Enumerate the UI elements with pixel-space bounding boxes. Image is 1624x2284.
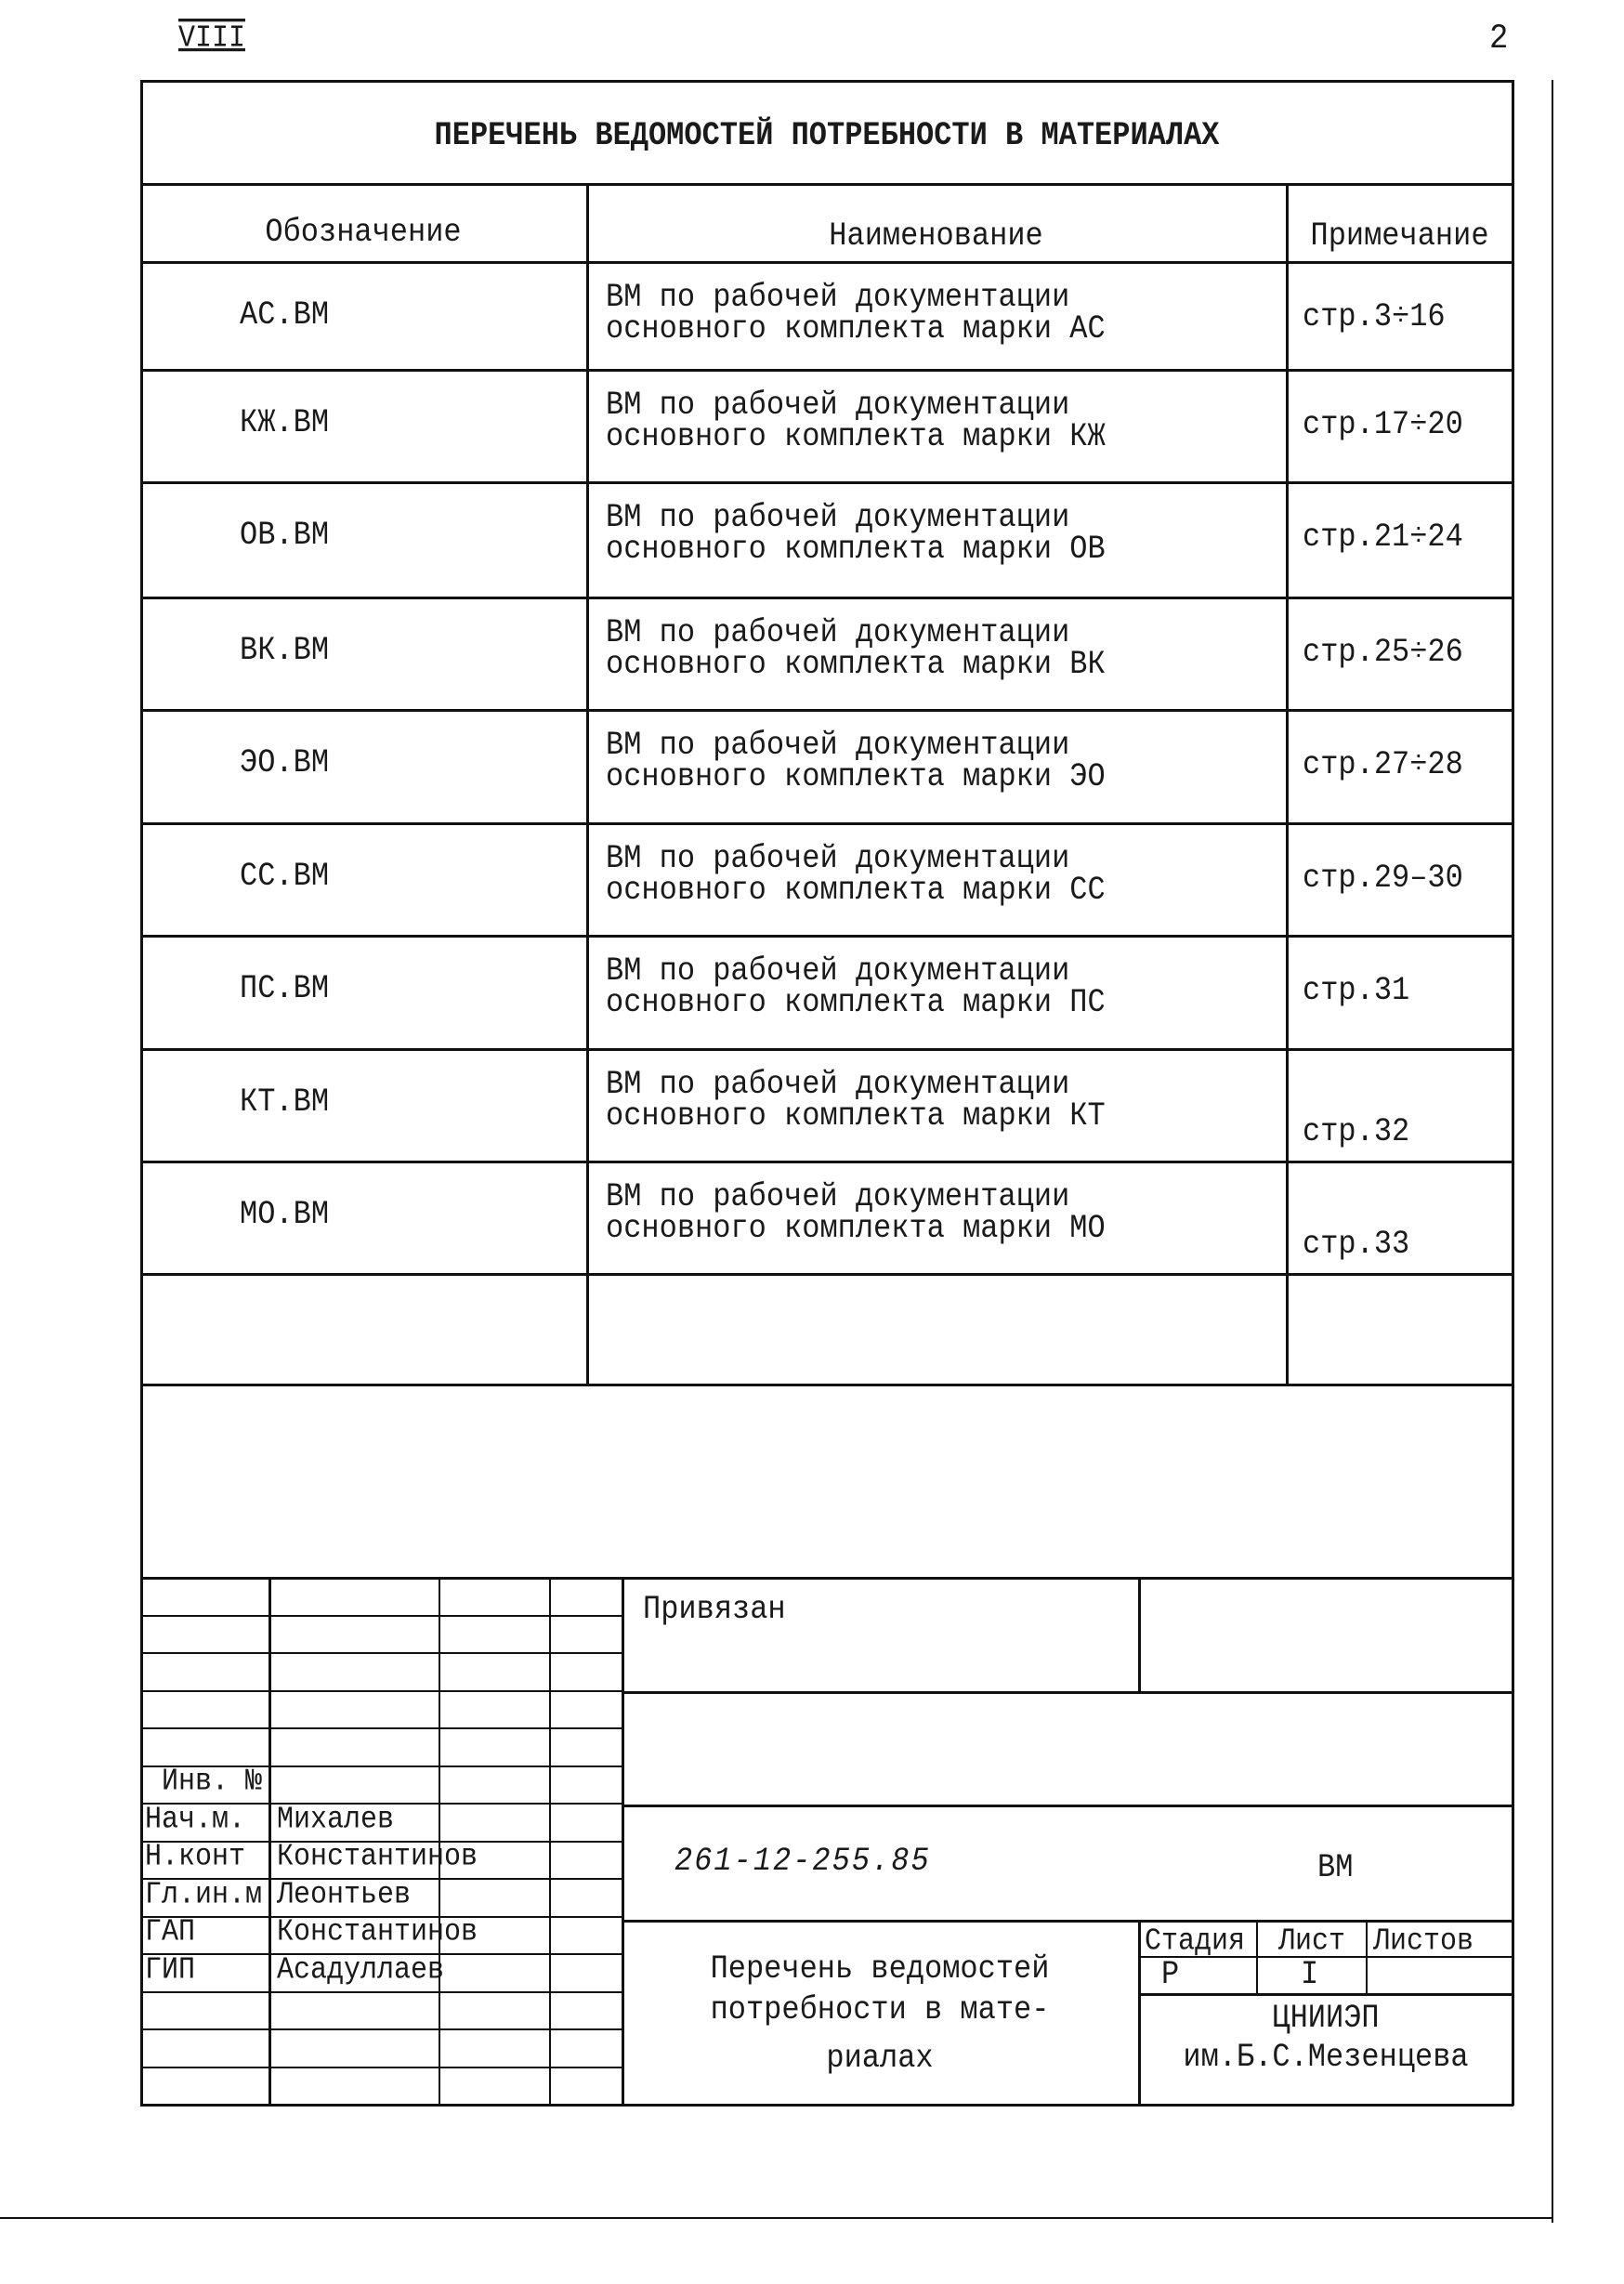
doc-mark: ВМ (1317, 1848, 1354, 1886)
stamp-row-line (140, 1690, 622, 1692)
row-note: стр.27÷28 (1303, 745, 1463, 783)
signatory-name: Асадуллаев (277, 1952, 445, 1989)
row-name-line-2: основного комплекта марки ЭО (606, 757, 1106, 795)
row-name-line-1: ВМ по рабочей документации (606, 1065, 1070, 1103)
row-divider (140, 481, 1513, 484)
row-divider (140, 1161, 1513, 1163)
sheet-mark: VIII (178, 21, 246, 57)
col-divider (1286, 183, 1289, 1384)
stage-value: Р (1161, 1955, 1180, 1993)
bound-label: Привязан (643, 1590, 786, 1628)
col-header-note: Примечание (1310, 217, 1489, 255)
row-divider (140, 597, 1513, 599)
doc-title-1: Перечень ведомостей (710, 1949, 1050, 1988)
signatory-role: Гл.ин.м (145, 1877, 263, 1913)
row-name-line-2: основного комплекта марки ВК (606, 645, 1106, 683)
stamp-bottom (140, 2104, 1513, 2107)
row-code: АС.ВМ (240, 295, 330, 334)
row-name-line-2: основного комплекта марки СС (606, 871, 1106, 909)
row-name-line-1: ВМ по рабочей документации (606, 386, 1070, 424)
signatory-name: Леонтьев (277, 1877, 412, 1913)
frame-top (140, 80, 1513, 83)
stamp-top (140, 1577, 1513, 1580)
row-name-line-1: ВМ по рабочей документации (606, 952, 1070, 990)
row-divider (140, 935, 1513, 938)
signatory-role: ГИП (145, 1952, 196, 1989)
stage-label: Стадия (1145, 1924, 1246, 1960)
signatory-role: Нач.м. (145, 1802, 246, 1838)
row-name-line-1: ВМ по рабочей документации (606, 1177, 1070, 1215)
stamp-row-line (140, 1727, 622, 1729)
sheets-label: Листов (1373, 1924, 1474, 1960)
row-code: ОВ.ВМ (240, 516, 330, 554)
col-header-name: Наименование (829, 217, 1043, 255)
stamp-line (1138, 1956, 1513, 1958)
divider (140, 261, 1513, 264)
row-note: стр.29–30 (1303, 859, 1463, 897)
row-divider (140, 709, 1513, 712)
trim-bottom (0, 2217, 1553, 2219)
inv-label: Инв. № (162, 1765, 263, 1800)
signatory-name: Михалев (277, 1802, 395, 1838)
row-code: СС.ВМ (240, 857, 330, 895)
row-name-line-1: ВМ по рабочей документации (606, 613, 1070, 651)
row-code: ПС.ВМ (240, 969, 330, 1007)
signatory-name: Константинов (277, 1915, 478, 1950)
col-header-code: Обозначение (265, 213, 462, 251)
stamp-col (1138, 1577, 1141, 1691)
row-code: КЖ.ВМ (240, 403, 330, 441)
divider (140, 183, 1513, 186)
doc-title-2: потребности в мате- (710, 1990, 1050, 2028)
row-note: стр.21÷24 (1303, 518, 1463, 556)
row-code: ВК.ВМ (240, 631, 330, 669)
row-code: ЭО.ВМ (240, 743, 330, 781)
row-name-line-2: основного комплекта марки АС (606, 309, 1106, 348)
sheet-value: I (1301, 1955, 1319, 1993)
frame-right (1512, 80, 1514, 2106)
stamp-row-line (140, 2028, 622, 2030)
doc-code: 261-12-255.85 (674, 1842, 931, 1880)
row-divider (140, 1273, 1513, 1276)
signatory-name: Константинов (277, 1840, 478, 1875)
row-name-line-2: основного комплекта марки МО (606, 1209, 1106, 1247)
stamp-line (622, 1920, 1513, 1923)
col-divider (586, 183, 589, 1384)
row-note: стр.32 (1303, 1112, 1410, 1150)
table-bottom (140, 1384, 1513, 1386)
row-note: стр.17÷20 (1303, 405, 1463, 443)
frame-left (140, 80, 143, 2106)
row-divider (140, 822, 1513, 825)
row-note: стр.3÷16 (1303, 297, 1446, 335)
row-divider (140, 369, 1513, 372)
document-title: ПЕРЕЧЕНЬ ВЕДОМОСТЕЙ ПОТРЕБНОСТИ В МАТЕРИАЛАХ (434, 116, 1220, 154)
trim-right (1552, 80, 1553, 2223)
row-note: стр.25÷26 (1303, 633, 1463, 671)
row-name-line-1: ВМ по рабочей документации (606, 278, 1070, 316)
signatory-role: ГАП (145, 1915, 196, 1950)
stamp-row-line (140, 2067, 622, 2068)
stamp-line (622, 1691, 1513, 1694)
row-name-line-1: ВМ по рабочей документации (606, 726, 1070, 764)
row-code: МО.ВМ (240, 1195, 330, 1233)
row-name-line-1: ВМ по рабочей документации (606, 498, 1070, 536)
row-name-line-2: основного комплекта марки КТ (606, 1096, 1106, 1135)
row-name-line-2: основного комплекта марки ПС (606, 983, 1106, 1021)
row-code: КТ.ВМ (240, 1083, 330, 1121)
stamp-line (1138, 1993, 1513, 1996)
org-line-2: им.Б.С.Мезенцева (1183, 2038, 1469, 2076)
stamp-row-line (140, 1991, 622, 1993)
row-divider (140, 1048, 1513, 1051)
row-name-line-2: основного комплекта марки КЖ (606, 417, 1106, 455)
row-note: стр.33 (1303, 1225, 1410, 1263)
page-number: 2 (1489, 20, 1509, 59)
stamp-line (622, 1805, 1513, 1807)
sheet-label: Лист (1278, 1924, 1346, 1960)
stamp-row-line (140, 1652, 622, 1654)
signatory-role: Н.конт (145, 1840, 246, 1875)
doc-title-3: риалах (826, 2039, 934, 2077)
row-name-line-1: ВМ по рабочей документации (606, 839, 1070, 877)
row-note: стр.31 (1303, 971, 1410, 1009)
org-line-1: ЦНИИЭП (1272, 1999, 1380, 2037)
row-name-line-2: основного комплекта марки ОВ (606, 530, 1106, 568)
stamp-row-line (140, 1615, 622, 1617)
